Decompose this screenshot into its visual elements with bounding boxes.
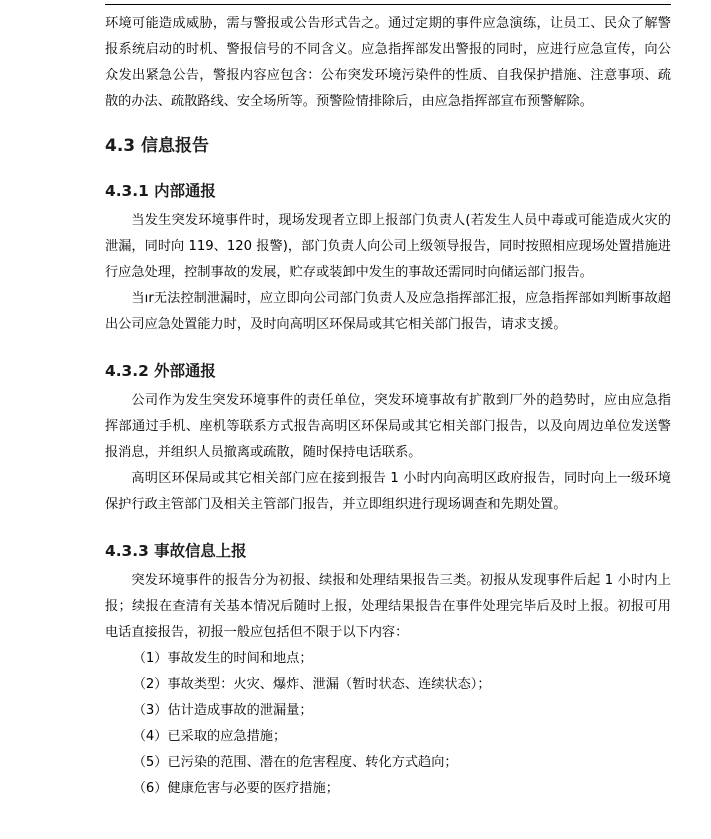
paragraph-intro: 环境可能造成威胁，需与警报或公告形式告之。通过定期的事件应急演练，让员工、民众了解警报系统启动的时机、警报信号的不同含义。应急指挥部发出警报的同时，应进行应急宣传，向公众发出紧急公告，警报内容应包含：公布突发环境污染件的性质、自我保护措施、注意事项、疏散的办法、疏散路线、安全场所等。预警险情排除后，由应急指挥部宣布预警解除。 [105, 16, 671, 109]
page-top-rule [105, 4, 671, 5]
heading-4-3-3: 4.3.3 事故信息上报 [105, 542, 247, 560]
paragraph-4-3-3-1: 突发环境事件的报告分为初报、续报和处理结果报告三类。初报从发现事件后起 1 小时内上报；续报在查清有关基本情况后随时上报，处理结果报告在事件处理完毕后及时上报。初报可用电话直接报告，初报一般应包括但不限于以下内容： [105, 573, 671, 640]
paragraph-4-3-1-1: 当发生突发环境事件时，现场发现者立即上报部门负责人(若发生人员中毒或可能造成火灾的泄漏，同时向 119、120 报警)，部门负责人向公司上级领导报告，同时按照相应现场处置措施进行应急处理，控制事故的发展，贮存或装卸中发生的事故还需同时向储运部门报告。 [105, 213, 671, 280]
heading-4-3-1: 4.3.1 内部通报 [105, 182, 216, 200]
list-item: （1）事故发生的时间和地点； [132, 651, 313, 666]
paragraph-4-3-1-2: 当ır无法控制泄漏时，应立即向公司部门负责人及应急指挥部汇报，应急指挥部如判断事故超出公司应急处置能力时，及时向高明区环保局或其它相关部门报告，请求支援。 [105, 291, 671, 332]
list-item: （5）已污染的范围、潜在的危害程度、转化方式趋向； [132, 755, 458, 770]
list-item: （4）已采取的应急措施； [132, 729, 287, 744]
initial-report-contents-list [105, 646, 671, 802]
list-item: （3）估计造成事故的泄漏量； [132, 703, 313, 718]
list-item: （2）事故类型：火灾、爆炸、泄漏（暂时状态、连续状态）； [132, 677, 491, 692]
heading-4-3: 4.3 信息报告 [105, 136, 210, 156]
paragraph-4-3-2-2: 高明区环保局或其它相关部门应在接到报告 1 小时内向高明区政府报告，同时向上一级环境保护行政主管部门及相关主管部门报告，并立即组织进行现场调查和先期处置。 [105, 471, 671, 512]
heading-4-3-2: 4.3.2 外部通报 [105, 362, 216, 380]
list-item: （6）健康危害与必要的医疗措施； [132, 781, 339, 796]
paragraph-4-3-2-1: 公司作为发生突发环境事件的责任单位，突发环境事故有扩散到厂外的趋势时，应由应急指挥部通过手机、座机等联系方式报告高明区环保局或其它相关部门报告，以及向周边单位发送警报消息，并组织人员撤离或疏散，随时保持电话联系。 [105, 393, 671, 460]
